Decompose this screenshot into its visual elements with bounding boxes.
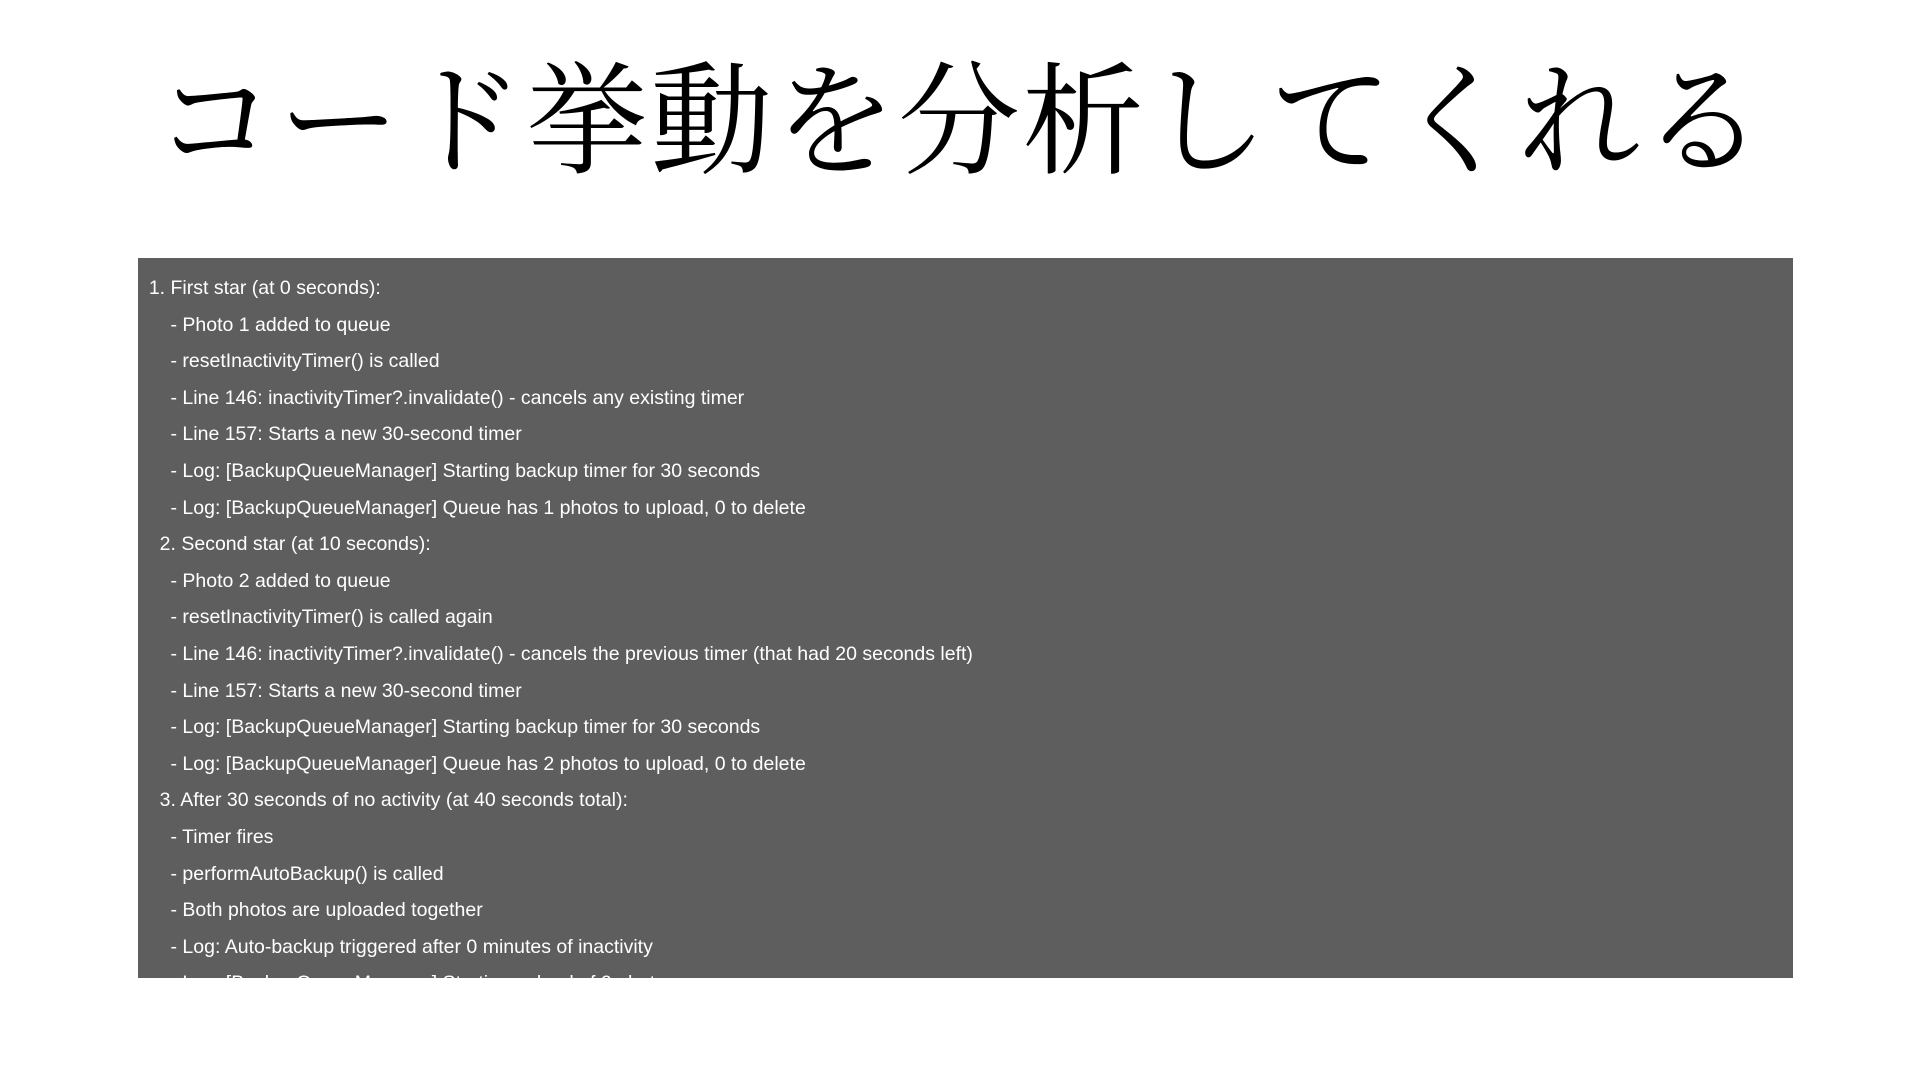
- slide-title: コード挙動を分析してくれる: [154, 51, 1766, 193]
- log-line: - performAutoBackup() is called: [138, 862, 444, 885]
- log-line: 3. After 30 seconds of no activity (at 40 seconds total):: [138, 789, 628, 812]
- log-line: 2. Second star (at 10 seconds):: [138, 533, 431, 556]
- log-output-panel: [138, 258, 1793, 995]
- log-line: - Line 146: inactivityTimer?.invalidate() - cancels the previous timer (that had 20 seconds left): [138, 642, 973, 665]
- log-line: - Line 146: inactivityTimer?.invalidate() - cancels any existing timer: [138, 386, 745, 409]
- log-line: - Photo 1 added to queue: [138, 313, 391, 336]
- log-line: - resetInactivityTimer() is called: [138, 350, 440, 373]
- log-line: - Log: Auto-backup triggered after 0 minutes of inactivity: [138, 935, 653, 958]
- log-line: - Timer fires: [138, 825, 274, 848]
- log-line: - Log: [BackupQueueManager] Queue has 1 photos to upload, 0 to delete: [138, 496, 806, 519]
- log-line: - Log: [BackupQueueManager] Starting backup timer for 30 seconds: [138, 459, 761, 482]
- log-line: - Both photos are uploaded together: [138, 899, 483, 922]
- log-line: - Line 157: Starts a new 30-second timer: [138, 423, 522, 446]
- log-line: - Photo 2 added to queue: [138, 569, 391, 592]
- log-line: - Log: [BackupQueueManager] Queue has 2 photos to upload, 0 to delete: [138, 752, 806, 775]
- log-line: - Log: [BackupQueueManager] Starting upload of 2 photos: [138, 972, 676, 995]
- log-line: - Log: [BackupQueueManager] Starting backup timer for 30 seconds: [138, 716, 761, 739]
- log-line: 1. First star (at 0 seconds):: [138, 277, 381, 299]
- log-line: - Line 157: Starts a new 30-second timer: [138, 679, 522, 702]
- log-line: - resetInactivityTimer() is called again: [138, 606, 493, 629]
